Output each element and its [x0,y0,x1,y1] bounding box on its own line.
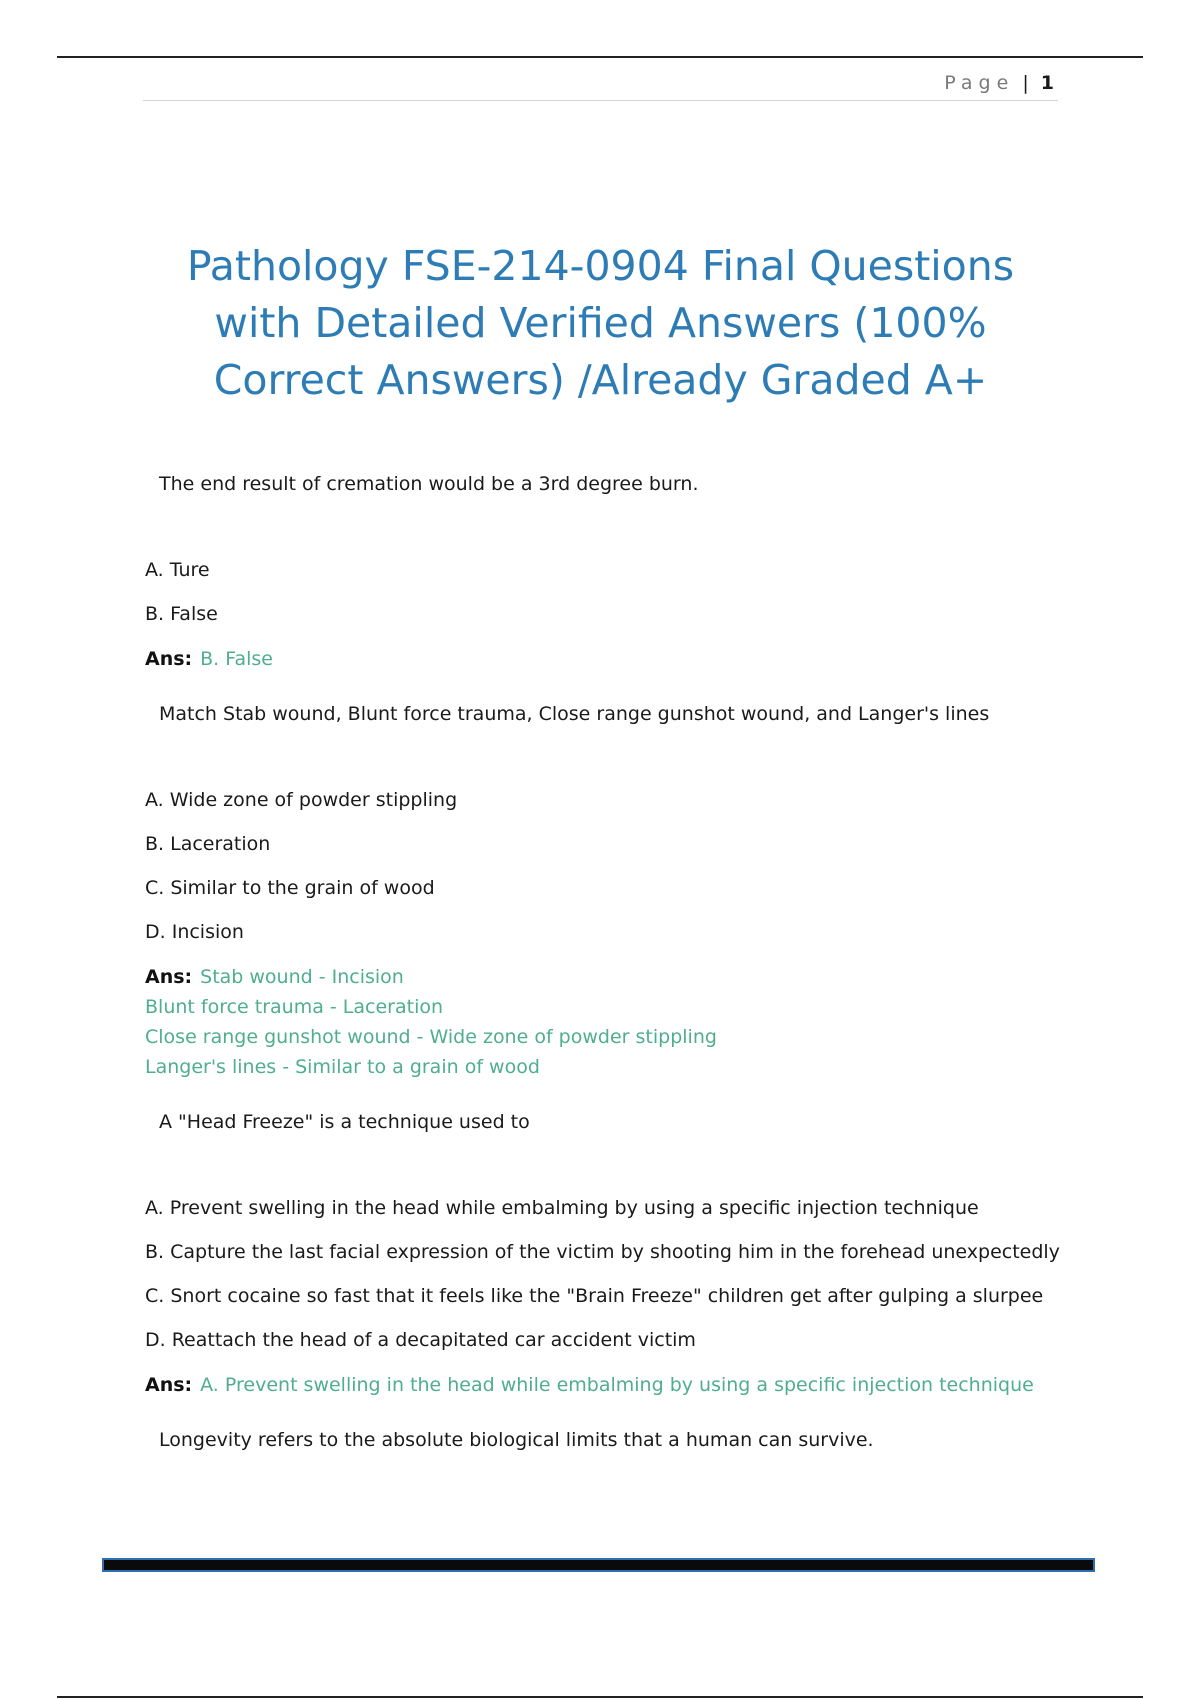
answer [145,1370,1065,1400]
page-label: Page [944,72,1015,94]
question-block-4 [145,1426,1065,1454]
bottom-rule [57,1696,1143,1698]
page-separator: | [1022,72,1029,94]
answer-line: Langer's lines - Similar to a grain of wood [145,1056,540,1078]
page-number [944,72,1054,94]
answer-line: Stab wound - Incision [200,966,404,988]
option-a: A. Ture [145,559,210,581]
option-a: A. Wide zone of powder stippling [145,789,458,811]
answer [145,644,1065,674]
footer-bar [102,1558,1095,1572]
option-c: C. Snort cocaine so fast that it feels like the "Brain Freeze" children get after gulping a slurpee [145,1285,1044,1307]
option-d: D. Reattach the head of a decapitated car accident victim [145,1329,696,1351]
option-d: D. Incision [145,921,244,943]
answer-label: Ans: [145,1374,193,1396]
option-b: B. False [145,603,218,625]
answer-line: Blunt force trauma - Laceration [145,996,444,1018]
question-block-1 [145,470,1065,674]
question-block-2 [145,700,1065,1082]
question-text: A "Head Freeze" is a technique used to [159,1111,530,1133]
answer [145,962,1065,1082]
option-b: B. Laceration [145,833,271,855]
option-b: B. Capture the last facial expression of the victim by shooting him in the forehead unexpectedly [145,1241,1060,1263]
option-a: A. Prevent swelling in the head while embalming by using a specific injection technique [145,1197,979,1219]
answer-line: Close range gunshot wound - Wide zone of powder stippling [145,1026,717,1048]
answer-label: Ans: [145,648,193,670]
page-header [143,70,1058,101]
top-rule [57,56,1143,58]
answer-label: Ans: [145,966,193,988]
option-c: C. Similar to the grain of wood [145,877,435,899]
question-text: Match Stab wound, Blunt force trauma, Close range gunshot wound, and Langer's lines [159,703,990,725]
question-list [145,470,1065,1512]
question-block-3 [145,1108,1065,1400]
answer-line: A. Prevent swelling in the head while embalming by using a specific injection technique [200,1374,1034,1396]
answer-line: B. False [200,648,273,670]
question-text: The end result of cremation would be a 3rd degree burn. [159,473,699,495]
page-digit: 1 [1040,72,1054,94]
document-title: Pathology FSE-214-0904 Final Questions with Detailed Verified Answers (100% Correct Answers) /Already Graded A+ [186,242,1015,404]
question-text: Longevity refers to the absolute biological limits that a human can survive. [159,1429,874,1451]
